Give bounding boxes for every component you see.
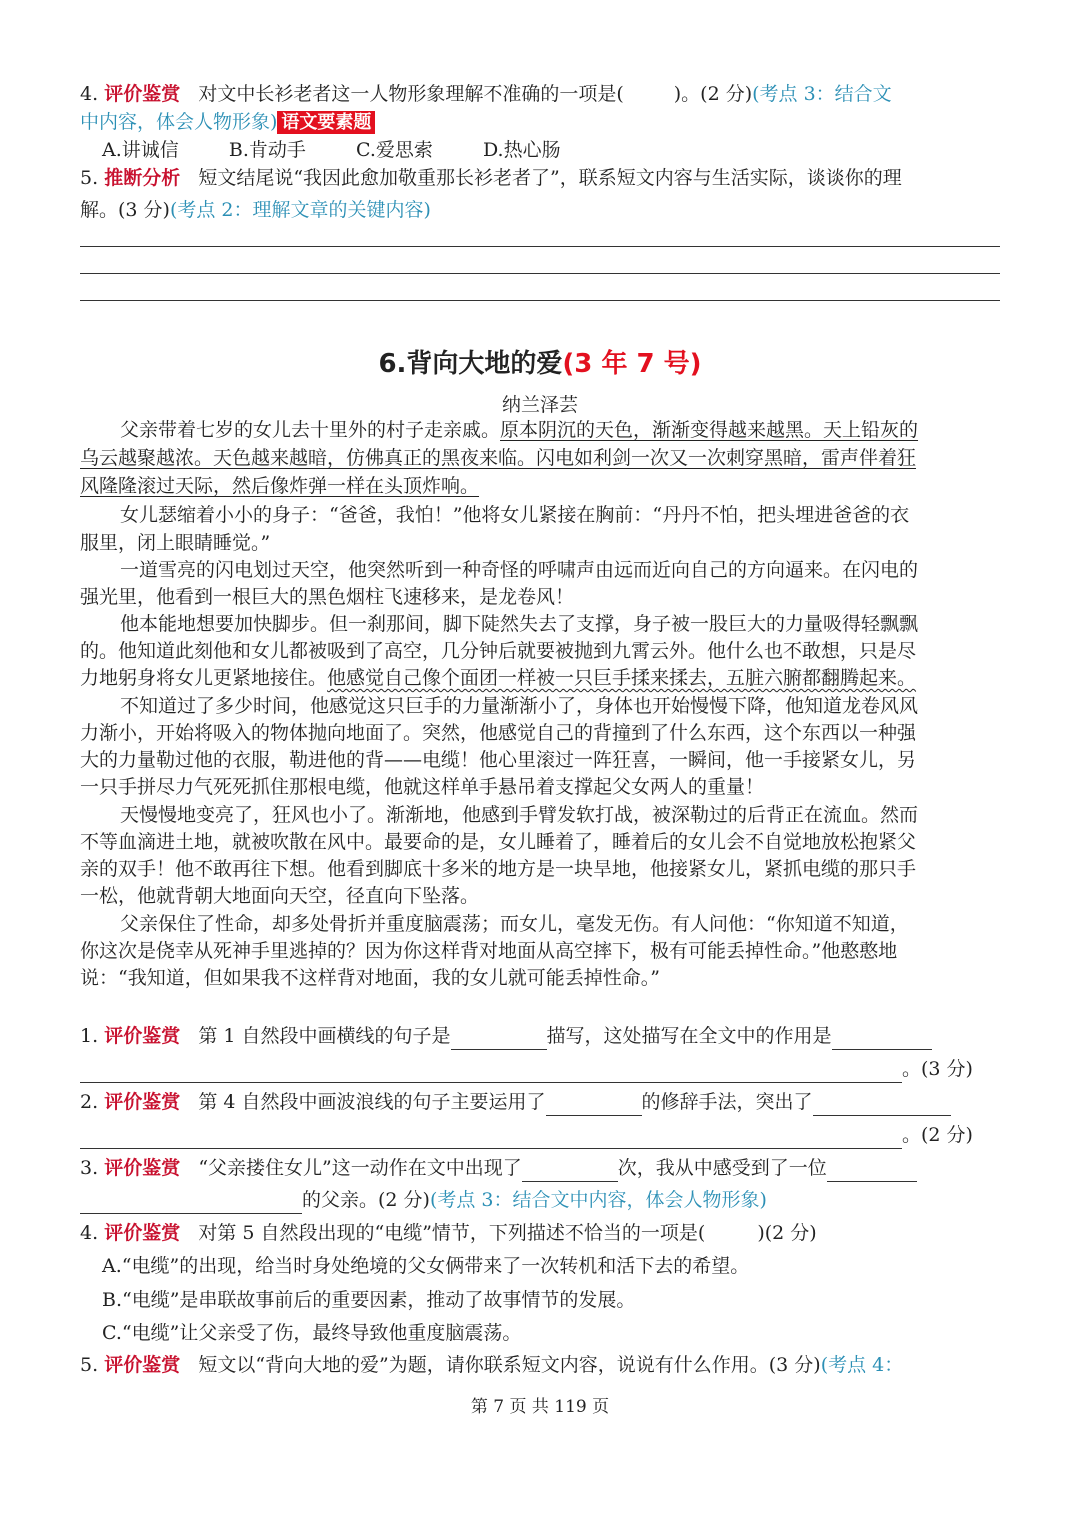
text-span: 5.: [80, 1354, 99, 1376]
text-span: 次，我从中感受到了一位: [617, 1157, 827, 1179]
answer-line[interactable]: [80, 273, 1000, 274]
q1-line2: [80, 1055, 1000, 1083]
underlined-sentence: 风隆隆滚过天际，然后像炸弹一样在头顶炸响。: [80, 475, 480, 497]
answer-blank[interactable]: [451, 1029, 547, 1050]
q2-line2: [80, 1121, 1000, 1149]
question-text: 短文结尾说“我因此愈加敬重那长衫老者了”，联系短文内容与生活实际，谈谈你的理: [198, 167, 902, 189]
text-span: 4.: [80, 1222, 99, 1244]
text-span: 短文以“背向大地的爱”为题，请你联系短文内容，说说有什么作用。(3 分): [198, 1354, 821, 1376]
page-footer: 第 7 页 共 119 页: [470, 1397, 610, 1417]
para1-line2: [80, 444, 1000, 472]
option-b: B.肯动手: [228, 139, 306, 161]
answer-blank[interactable]: [827, 1161, 917, 1182]
answer-blank[interactable]: [522, 1161, 618, 1182]
question-tag: 评价鉴赏: [104, 1091, 181, 1113]
underlined-sentence: 乌云越聚越浓。天色越来越暗，仿佛真正的黑夜来临。闪电如利剑一次又一次刺穿黑暗，雷声伴着狂: [80, 447, 917, 469]
q5-line1: [80, 1351, 1000, 1379]
answer-blank[interactable]: [546, 1095, 642, 1116]
text-span: 。(3 分): [902, 1058, 973, 1080]
option-a: A.讲诚信: [102, 139, 179, 161]
answer-blank[interactable]: [813, 1095, 951, 1116]
text-span: 第 4 自然段中画波浪线的句子主要运用了: [198, 1091, 546, 1113]
para1-line3: [80, 472, 1000, 500]
article-title: [0, 343, 1080, 380]
answer-blank[interactable]: [80, 1193, 302, 1214]
para3-line2: 强光里，他看到一根巨大的黑色烟柱飞速移来，是龙卷风！: [80, 586, 575, 608]
q4-option-b[interactable]: B.“电缆”是串联故事前后的重要因素，推动了故事情节的发展。: [102, 1289, 636, 1311]
wavy-underlined-sentence: 他感觉自己像个面团一样被一只巨手揉来揉去，五脏六腑都翻腾起来。: [327, 667, 917, 689]
para7-line3: 说：“我知道，但如果我不这样背对地面，我的女儿就可能丢掉性命。”: [80, 967, 660, 989]
answer-blank[interactable]: [832, 1029, 932, 1050]
top-q4-line1: [80, 80, 1000, 108]
para5-line4: 一只手拼尽力气死死抓住那根电缆，他就这样单手悬吊着支撑起父女两人的重量！: [80, 776, 765, 798]
para2-line2: 服里，闭上眼睛睡觉。”: [80, 532, 271, 554]
text-span: “父亲搂住女儿”这一动作在文中出现了: [198, 1157, 522, 1179]
para4-line2: 的。他知道此刻他和女儿都被吸到了高空，几分钟后就要被抛到九霄云外。他什么也不敢想，只是尽: [80, 640, 917, 662]
exam-point: (考点 3：结合文: [752, 83, 892, 105]
text-span: 第 1 自然段中画横线的句子是: [198, 1025, 451, 1047]
q3-line1: [80, 1154, 1000, 1182]
para5-line3: 大的力量勒过他的衣服，勒进他的背——电缆！他心里滚过一阵狂喜，一瞬间，他一手接紧女儿，另: [80, 749, 917, 771]
q2-line1: [80, 1088, 1000, 1116]
question-tag: 评价鉴赏: [104, 1222, 181, 1244]
text-span: 1.: [80, 1025, 99, 1047]
text-span: 力地躬身将女儿更紧地接住。: [80, 667, 328, 689]
para2-line1: 女儿瑟缩着小小的身子：“爸爸，我怕！”他将女儿紧接在胸前：“丹丹不怕，把头埋进爸爸的衣: [120, 504, 910, 526]
text-span: 。(2 分): [902, 1124, 973, 1146]
question-tag: 评价鉴赏: [104, 1025, 181, 1047]
para6-line1: 天慢慢地变亮了，狂风也小了。渐渐地，他感到手臂发软打战，被深勒过的后背正在流血。然而: [120, 804, 919, 826]
para5-line1: 不知道过了多少时间，他感觉这只巨手的力量渐渐小了，身体也开始慢慢下降，他知道龙卷风风: [120, 695, 919, 717]
para5-line2: 力渐小，开始将吸入的物体抛向地面了。突然，他感觉自己的背撞到了什么东西，这个东西以一种强: [80, 722, 917, 744]
text-span: )(2 分): [757, 1222, 817, 1244]
question-tag: 推断分析: [104, 167, 181, 189]
answer-blank[interactable]: [80, 1062, 902, 1083]
para6-line2: 不等血滴进土地，就被吹散在风中。最要命的是，女儿睡着了，睡着后的女儿会不自觉地放松抱紧父: [80, 831, 917, 853]
q4-option-c[interactable]: C.“电缆”让父亲受了伤，最终导致他重度脑震荡。: [102, 1322, 522, 1344]
top-q4-options: [80, 136, 1022, 164]
option-c: C.爱思索: [355, 139, 433, 161]
question-tag: 评价鉴赏: [104, 1354, 181, 1376]
top-q4-line2: [80, 108, 1000, 137]
exam-point: (考点 4：: [820, 1354, 904, 1376]
question-score: 解。(3 分): [80, 199, 170, 221]
exam-point: (考点 3：结合文中内容，体会人物形象): [429, 1189, 767, 1211]
para1-line1: [80, 416, 1000, 444]
answer-blank[interactable]: [80, 1128, 902, 1149]
text-span: 2.: [80, 1091, 99, 1113]
literacy-badge: 语文要素题: [277, 111, 375, 134]
underlined-sentence: 原本阴沉的天色，渐渐变得越来越黑。天上铅灰的: [500, 419, 919, 441]
option-d: D.热心肠: [482, 139, 561, 161]
question-number: 4.: [80, 83, 99, 105]
exam-point: (考点 2：理解文章的关键内容): [169, 199, 431, 221]
exam-point: 中内容，体会人物形象): [80, 111, 278, 133]
text-span: 对第 5 自然段出现的“电缆”情节，下列描述不恰当的一项是(: [198, 1222, 706, 1244]
top-q5-line2: [80, 196, 1000, 224]
para7-line2: 你这次是侥幸从死神手里逃掉的？因为你这样背对地面从高空摔下，极有可能丢掉性命。”他憨憨地: [80, 940, 898, 962]
text-span: 描写，这处描写在全文中的作用是: [546, 1025, 832, 1047]
question-tag: 评价鉴赏: [104, 1157, 181, 1179]
para4-line1: 他本能地想要加快脚步。但一刹那间，脚下陡然失去了支撑，身子被一股巨大的力量吸得轻飘飘: [120, 613, 919, 635]
para7-line1: 父亲保住了性命，却多处骨折并重度脑震荡；而女儿，毫发无伤。有人问他：“你知道不知道，: [120, 913, 909, 935]
text-span: 父亲带着七岁的女儿去十里外的村子走亲戚。: [120, 419, 501, 441]
q1-line1: [80, 1022, 1000, 1050]
answer-line[interactable]: [80, 246, 1000, 247]
q4-line1: [80, 1219, 1000, 1247]
title-main: 6.背向大地的爱: [378, 349, 563, 379]
question-text: 对文中长衫老者这一人物形象理解不准确的一项是(: [198, 83, 624, 105]
question-score: )。(2 分): [673, 83, 753, 105]
text-span: 3.: [80, 1157, 99, 1179]
text-span: 的修辞手法，突出了: [641, 1091, 813, 1113]
answer-line[interactable]: [80, 300, 1000, 301]
top-q5-line1: [80, 164, 1000, 192]
question-tag: 评价鉴赏: [104, 83, 181, 105]
para4-line3: [80, 664, 1000, 692]
para6-line4: 一松，他就背朝大地面向天空，径直向下坠落。: [80, 885, 480, 907]
para3-line1: 一道雪亮的闪电划过天空，他突然听到一种奇怪的呼啸声由远而近向自己的方向逼来。在闪电的: [120, 559, 919, 581]
title-sub: (3 年 7 号): [562, 349, 702, 379]
article-author: 纳兰泽芸: [501, 394, 578, 416]
para6-line3: 亲的双手！他不敢再往下想。他看到脚底十多米的地方是一块旱地，他接紧女儿，紧抓电缆的那只手: [80, 858, 917, 880]
text-span: 的父亲。(2 分): [302, 1189, 430, 1211]
q3-line2: [80, 1186, 1000, 1214]
question-number: 5.: [80, 167, 99, 189]
q4-option-a[interactable]: A.“电缆”的出现，给当时身处绝境的父女俩带来了一次转机和活下去的希望。: [102, 1255, 750, 1277]
